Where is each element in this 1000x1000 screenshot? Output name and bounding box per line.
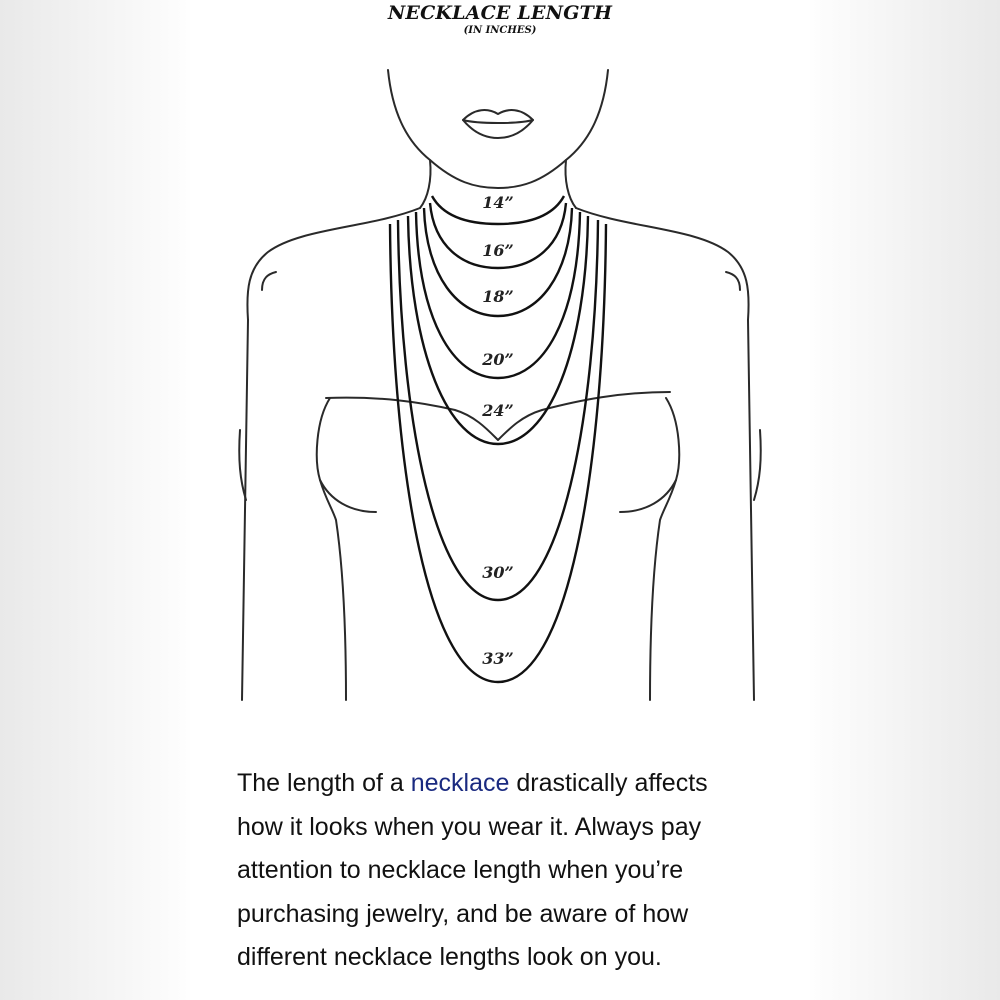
head-outline — [388, 70, 608, 188]
neck-left — [420, 160, 431, 208]
caption-line-4: purchasing jewelry, and be aware of how — [237, 899, 689, 928]
caption-line-2: how it looks when you wear it. Always pay — [237, 812, 702, 841]
lips — [463, 110, 533, 138]
length-label-5: 30” — [482, 563, 514, 582]
length-label-2: 18” — [482, 287, 514, 306]
caption-paragraph — [237, 762, 797, 980]
armpit-right — [650, 398, 679, 700]
diagram-title: NECKLACE LENGTH — [387, 2, 613, 24]
length-label-4: 24” — [482, 401, 514, 420]
arm-right — [748, 320, 754, 700]
shoulder-left — [247, 208, 420, 320]
length-label-1: 16” — [482, 241, 514, 260]
length-label-3: 20” — [482, 350, 514, 369]
necklace-link[interactable]: necklace — [410, 769, 510, 797]
arm-left — [242, 320, 248, 700]
caption-line-3: attention to necklace length when you’re — [237, 856, 684, 884]
diagram-subtitle: (IN INCHES) — [463, 25, 537, 36]
length-label-0: 14” — [482, 193, 514, 212]
caption-line-1: The length of a necklace drastically affects — [237, 769, 708, 797]
neck-right — [565, 160, 576, 208]
caption-line-5: different necklace lengths look on you. — [237, 943, 662, 971]
shoulder-right — [576, 208, 749, 320]
length-label-6: 33” — [482, 649, 514, 668]
armpit-left — [317, 398, 346, 700]
